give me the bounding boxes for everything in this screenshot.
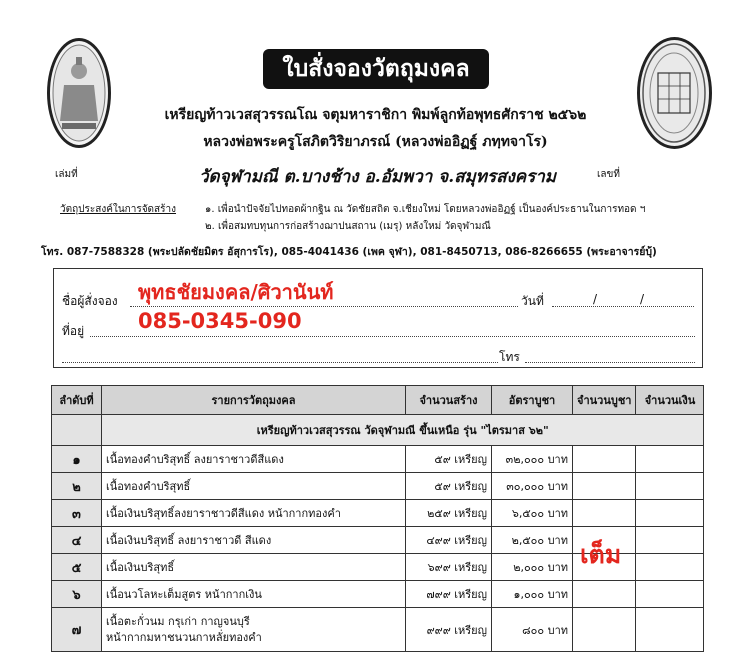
row-number: ๕ xyxy=(52,554,102,581)
row-number: ๖ xyxy=(52,581,102,608)
table-row xyxy=(52,446,704,473)
form-title: ใบสั่งจองวัตถุมงคล xyxy=(263,49,489,89)
table-row xyxy=(52,473,704,500)
items-table xyxy=(51,385,704,652)
header-quantity-made: จำนวนสร้าง xyxy=(406,386,492,415)
row-order-qty-cell[interactable] xyxy=(573,608,636,652)
book-number-label: เล่มที่ xyxy=(55,169,78,180)
monk-name-line: หลวงพ่อพระครูโสภิตวิริยาภรณ์ (หลวงพ่ออิฏฐ์ ภทฺทจาโร) xyxy=(203,134,548,150)
left-medal-image xyxy=(47,38,111,148)
address-line[interactable] xyxy=(90,336,695,337)
header-item: รายการวัตถุมงคล xyxy=(102,386,406,415)
right-medal-image xyxy=(637,37,712,149)
row-price: ๖,๕๐๐ บาท xyxy=(492,500,573,527)
orderer-name-value: พุทธชัยมงคล/ศิวานันท์ xyxy=(138,280,334,304)
row-item xyxy=(102,608,406,652)
row-item-line-1: เนื้อตะกั่วนม กรุเก่า กาญจนบุรี xyxy=(106,614,250,628)
row-number: ๗ xyxy=(52,608,102,652)
row-item: เนื้อเงินบริสุทธิ์ลงยาราชาวดีสีแดง หน้ากากทองคำ xyxy=(102,500,406,527)
phone-line[interactable] xyxy=(525,362,695,363)
purpose-label: วัตถุประสงค์ในการจัดสร้าง xyxy=(60,204,177,215)
row-order-qty-cell[interactable] xyxy=(573,500,636,527)
row-price: ๑,๐๐๐ บาท xyxy=(492,581,573,608)
row-price: ๘๐๐ บาท xyxy=(492,608,573,652)
row-price: ๓๒,๐๐๐ บาท xyxy=(492,446,573,473)
row-order-qty-cell[interactable] xyxy=(573,446,636,473)
row-item-line-2: หน้ากากมหาชนวนกาหลั่ยทองคำ xyxy=(106,630,262,644)
section-title: เหรียญท้าวเวสสุวรรณ วัดจุฬามณี ขึ้นเหนือ รุ่น "ไตรมาส ๖๒" xyxy=(102,415,704,446)
table-row xyxy=(52,608,704,652)
row-amount-cell[interactable] xyxy=(636,527,704,554)
header-order-qty: จำนวนบูชา xyxy=(573,386,636,415)
purpose-item-1: ๑. เพื่อนำปัจจัยไปทอดผ้ากฐิน ณ วัดชัยสถิต จ.เชียงใหม่ โดยหลวงพ่ออิฏฐ์ เป็นองค์ประธานในการทอด ฯ xyxy=(205,204,646,215)
row-quantity: ๖๙๙ เหรียญ xyxy=(406,554,492,581)
row-item: เนื้อทองคำบริสุทธิ์ xyxy=(102,473,406,500)
date-separator-2: / xyxy=(640,292,645,306)
row-quantity: ๕๙ เหรียญ xyxy=(406,446,492,473)
row-number: ๓ xyxy=(52,500,102,527)
table-row xyxy=(52,581,704,608)
row-order-qty-cell[interactable] xyxy=(573,581,636,608)
row-amount-cell[interactable] xyxy=(636,581,704,608)
medal-series-line: เหรียญท้าวเวสสุวรรณโณ จตุมหาราชิกา พิมพ์ลูกท้อพุทธศักราช ๒๕๖๒ xyxy=(164,107,587,123)
temple-name: วัดจุฬามณี ต.บางช้าง อ.อัมพวา จ.สมุทรสงคราม xyxy=(199,167,556,187)
section-row xyxy=(52,415,704,446)
row-amount-cell[interactable] xyxy=(636,500,704,527)
row-quantity: ๒๕๙ เหรียญ xyxy=(406,500,492,527)
row-price: ๒,๐๐๐ บาท xyxy=(492,554,573,581)
header-amount: จำนวนเงิน xyxy=(636,386,704,415)
row-item: เนื้อเงินบริสุทธิ์ ลงยาราชาวดี สีแดง xyxy=(102,527,406,554)
row-number: ๔ xyxy=(52,527,102,554)
sold-out-stamp: เต็ม xyxy=(580,540,622,569)
orderer-label: ชื่อผู้สั่งจอง xyxy=(62,294,118,308)
row-item: เนื้อนวโลหะเต็มสูตร หน้ากากเงิน xyxy=(102,581,406,608)
phone-label: โทร xyxy=(499,350,520,364)
table-row xyxy=(52,500,704,527)
table-header-row xyxy=(52,386,704,415)
row-amount-cell[interactable] xyxy=(636,473,704,500)
header-no: ลำดับที่ xyxy=(52,386,102,415)
row-number: ๒ xyxy=(52,473,102,500)
row-order-qty-cell[interactable] xyxy=(573,473,636,500)
contact-phones: โทร. 087-7588328 (พระปลัดชัยมิตร อัสุการโร), 085-4041436 (เพค จุฬา), 081-8450713, 086-8266655 (พระอาจารย์บุ้) xyxy=(41,246,657,258)
row-price: ๓๐,๐๐๐ บาท xyxy=(492,473,573,500)
row-item: เนื้อทองคำบริสุทธิ์ ลงยาราชาวดีสีแดง xyxy=(102,446,406,473)
row-price: ๒,๕๐๐ บาท xyxy=(492,527,573,554)
address-value: 085-0345-090 xyxy=(138,309,302,333)
header-price: อัตราบูชา xyxy=(492,386,573,415)
date-line[interactable] xyxy=(552,306,694,307)
purpose-item-2: ๒. เพื่อสมทบทุนการก่อสร้างฌาปนสถาน (เมรุ) หลังใหม่ วัดจุฬามณี xyxy=(205,221,491,232)
date-label: วันที่ xyxy=(521,294,544,308)
address-line-2[interactable] xyxy=(62,362,498,363)
date-separator-1: / xyxy=(593,292,598,306)
row-quantity: ๕๙ เหรียญ xyxy=(406,473,492,500)
row-quantity: ๙๙๙ เหรียญ xyxy=(406,608,492,652)
row-amount-cell[interactable] xyxy=(636,554,704,581)
address-label: ที่อยู่ xyxy=(62,324,85,338)
row-quantity: ๔๙๙ เหรียญ xyxy=(406,527,492,554)
document-number-label: เลขที่ xyxy=(597,169,620,180)
row-amount-cell[interactable] xyxy=(636,608,704,652)
row-quantity: ๗๙๙ เหรียญ xyxy=(406,581,492,608)
row-item: เนื้อเงินบริสุทธิ์ xyxy=(102,554,406,581)
row-number: ๑ xyxy=(52,446,102,473)
row-amount-cell[interactable] xyxy=(636,446,704,473)
